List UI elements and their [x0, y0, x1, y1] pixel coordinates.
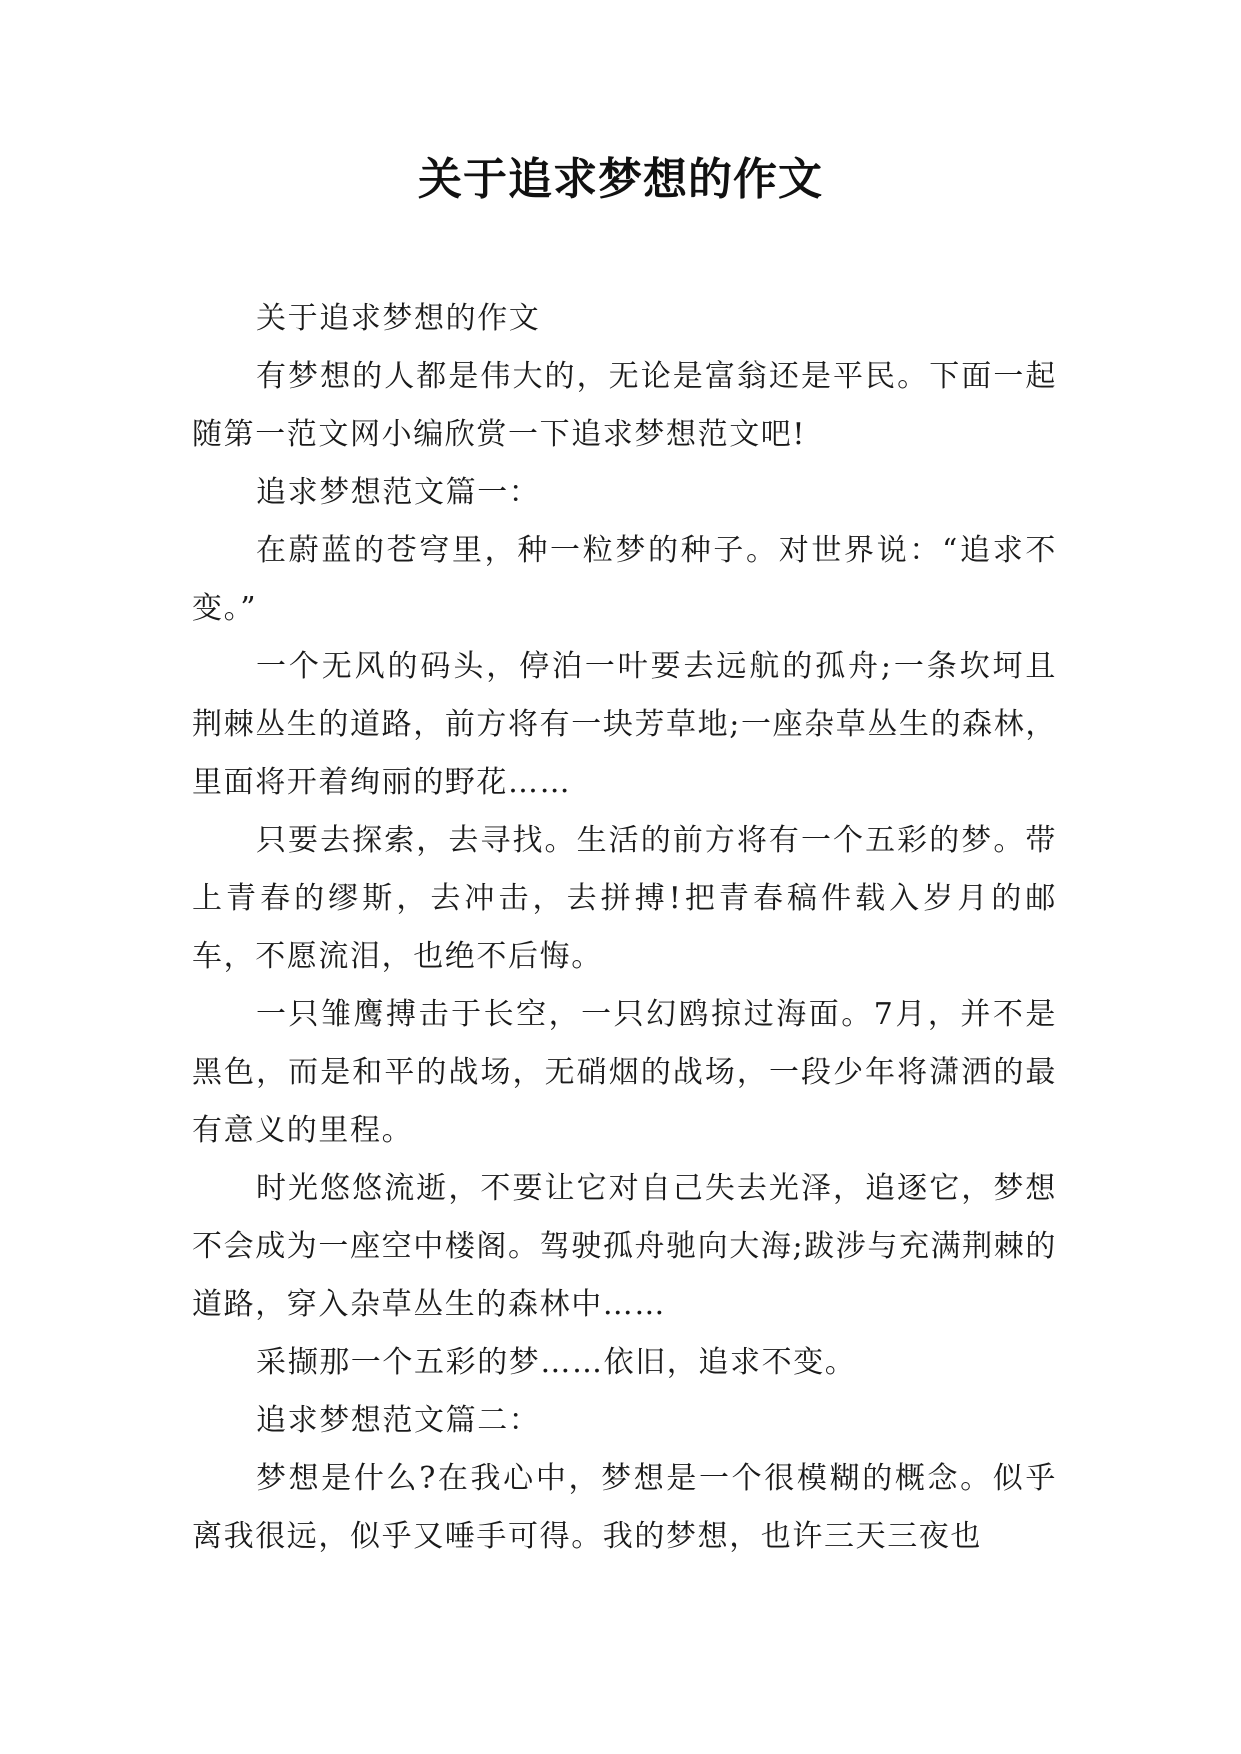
paragraph: 一个无风的码头，停泊一叶要去远航的孤舟;一条坎坷且荆棘丛生的道路，前方将有一块芳草地;一座杂草丛生的森林，里面将开着绚丽的野花…… [192, 649, 1057, 800]
section-heading-one: 追求梦想范文篇一： [256, 475, 541, 510]
paragraph: 只要去探索，去寻找。生活的前方将有一个五彩的梦。带上青春的缪斯，去冲击，去拼搏!把青春稿件载入岁月的邮车，不愿流泪，也绝不后悔。 [192, 823, 1057, 974]
paragraph: 一只雏鹰搏击于长空，一只幻鸥掠过海面。7月，并不是黑色，而是和平的战场，无硝烟的战场，一段少年将潇洒的最有意义的里程。 [192, 997, 1057, 1148]
paragraph: 在蔚蓝的苍穹里，种一粒梦的种子。对世界说：“追求不变。” [192, 533, 1057, 626]
section-heading-two: 追求梦想范文篇二： [256, 1403, 541, 1438]
paragraph: 梦想是什么?在我心中，梦想是一个很模糊的概念。似乎离我很远，似乎又唾手可得。我的梦想，也许三天三夜也 [192, 1461, 1057, 1554]
document-body [192, 290, 1057, 1566]
paragraph-heading: 关于追求梦想的作文 [256, 301, 541, 336]
paragraph: 采撷那一个五彩的梦……依旧，追求不变。 [256, 1345, 857, 1380]
paragraph-intro: 有梦想的人都是伟大的，无论是富翁还是平民。下面一起随第一范文网小编欣赏一下追求梦想范文吧! [192, 359, 1057, 452]
paragraph: 时光悠悠流逝，不要让它对自己失去光泽，追逐它，梦想不会成为一座空中楼阁。驾驶孤舟驰向大海;跋涉与充满荆棘的道路，穿入杂草丛生的森林中…… [192, 1171, 1057, 1322]
document-title: 关于追求梦想的作文 [418, 154, 823, 205]
